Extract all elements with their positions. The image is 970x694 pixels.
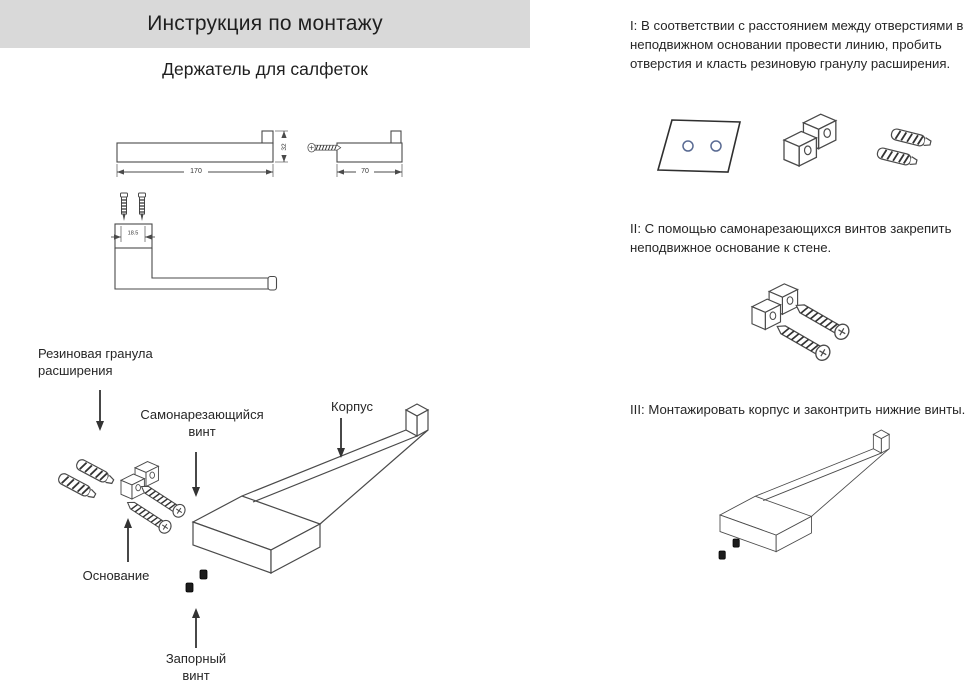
base-arrow bbox=[124, 518, 132, 562]
front-view-drawing bbox=[117, 131, 289, 177]
side-view-drawing bbox=[308, 131, 402, 177]
dim-hole-spacing-value: 18.5 bbox=[127, 230, 139, 237]
step1-text: I: В соответствии с расстоянием между отверстиями в неподвижном основании провести линию, пробить отверстия и класть резиновую гранулу расширения. bbox=[630, 18, 964, 71]
step3-text: III: Монтажировать корпус и законтрить нижние винты. bbox=[630, 402, 966, 417]
label-base: Основание bbox=[82, 568, 150, 583]
step2-illustration bbox=[752, 284, 852, 363]
step1-illustration bbox=[658, 114, 932, 172]
product-subtitle: Держатель для салфеток bbox=[162, 59, 368, 79]
locking-screw-illustration bbox=[186, 570, 207, 592]
top-view-drawing bbox=[111, 193, 277, 290]
dim-depth-value: 70 bbox=[361, 168, 369, 175]
locking-screw-arrow bbox=[192, 608, 200, 648]
step3-illustration bbox=[719, 430, 889, 559]
page-title: Инструкция по монтажу bbox=[147, 12, 383, 35]
body-arrow bbox=[337, 418, 345, 458]
dim-height-value: 32 bbox=[281, 143, 288, 151]
label-body: Корпус bbox=[331, 399, 373, 414]
wall-hole bbox=[683, 141, 693, 151]
step2-text: II: С помощью самонарезающихся винтов закрепить неподвижное основание к стене. bbox=[630, 221, 952, 255]
label-locking-screw: Запорный винт bbox=[165, 651, 227, 683]
anchor-illustration bbox=[57, 458, 115, 500]
wall-hole bbox=[711, 141, 721, 151]
self-tapping-screw-arrow bbox=[192, 452, 200, 497]
rubber-granule-arrow bbox=[96, 390, 104, 431]
dim-length-value: 170 bbox=[190, 168, 202, 175]
label-self-tapping-screw: Самонарезающийся винт bbox=[140, 407, 264, 439]
label-rubber-granule: Резиновая гранула расширения bbox=[38, 346, 153, 378]
